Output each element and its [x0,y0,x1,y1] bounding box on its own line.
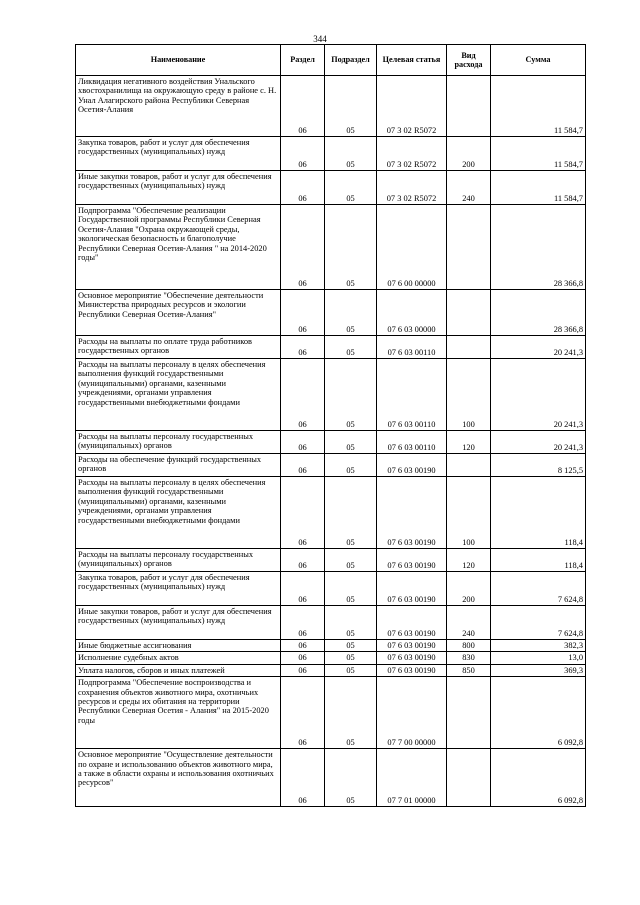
row-expense-type [447,749,491,807]
row-expense-type: 850 [447,664,491,676]
row-expense-type: 120 [447,549,491,572]
header-section: Раздел [281,45,325,76]
row-subsection: 05 [325,290,377,336]
row-name: Основное мероприятие "Обеспечение деятельности Министерства природных ресурсов и экологии Республики Северная Осетия-Алания" [76,290,281,336]
row-target: 07 6 03 00190 [377,640,447,652]
table-row [76,137,586,171]
header-target: Целевая статья [377,45,447,76]
row-target: 07 7 00 00000 [377,677,447,749]
row-expense-type: 830 [447,652,491,664]
row-name: Расходы на выплаты персоналу государственных (муниципальных) органов [76,549,281,572]
row-section: 06 [281,677,325,749]
row-amount: 118,4 [491,549,586,572]
row-section: 06 [281,664,325,676]
row-subsection: 05 [325,677,377,749]
row-target: 07 3 02 R5072 [377,137,447,171]
row-subsection: 05 [325,336,377,359]
row-target: 07 6 03 00190 [377,606,447,640]
table-row [76,359,586,431]
row-target: 07 6 03 00190 [377,549,447,572]
row-expense-type: 120 [447,431,491,454]
row-expense-type: 100 [447,359,491,431]
row-name: Закупка товаров, работ и услуг для обеспечения государственных (муниципальных) нужд [76,137,281,171]
header-amount: Сумма [491,45,586,76]
row-subsection: 05 [325,640,377,652]
row-section: 06 [281,290,325,336]
table-row [76,290,586,336]
table-row [76,171,586,205]
table-row [76,454,586,477]
row-amount: 7 624,8 [491,572,586,606]
row-target: 07 6 03 00190 [377,652,447,664]
row-amount: 8 125,5 [491,454,586,477]
row-subsection: 05 [325,549,377,572]
row-amount: 11 584,7 [491,137,586,171]
table-row [76,652,586,664]
budget-table [75,44,586,807]
row-name: Иные бюджетные ассигнования [76,640,281,652]
row-amount: 20 241,3 [491,359,586,431]
row-name: Расходы на выплаты по оплате труда работников государственных органов [76,336,281,359]
row-section: 06 [281,749,325,807]
row-amount: 6 092,8 [491,677,586,749]
row-section: 06 [281,205,325,290]
table-row [76,431,586,454]
row-name: Основное мероприятие "Осуществление деятельности по охране и использованию объектов животного мира, а также в области охраны и использования охотничьих ресурсов" [76,749,281,807]
row-section: 06 [281,477,325,549]
row-target: 07 6 03 00110 [377,359,447,431]
row-amount: 11 584,7 [491,171,586,205]
row-amount: 13,0 [491,652,586,664]
row-section: 06 [281,454,325,477]
row-subsection: 05 [325,572,377,606]
row-name: Ликвидация негативного воздействия Унальского хвостохранилища на окружающую среду в районе с. Н. Унал Алагирского района Республики Северная Осетия-Алания [76,76,281,137]
row-amount: 6 092,8 [491,749,586,807]
row-amount: 28 366,8 [491,290,586,336]
row-subsection: 05 [325,749,377,807]
row-target: 07 3 02 R5072 [377,171,447,205]
row-amount: 20 241,3 [491,336,586,359]
row-amount: 7 624,8 [491,606,586,640]
row-section: 06 [281,359,325,431]
row-subsection: 05 [325,76,377,137]
row-amount: 20 241,3 [491,431,586,454]
row-target: 07 6 03 00110 [377,431,447,454]
row-amount: 11 584,7 [491,76,586,137]
row-section: 06 [281,572,325,606]
row-subsection: 05 [325,652,377,664]
row-subsection: 05 [325,664,377,676]
row-target: 07 6 03 00190 [377,572,447,606]
row-target: 07 7 01 00000 [377,749,447,807]
row-expense-type [447,454,491,477]
row-name: Иные закупки товаров, работ и услуг для обеспечения государственных (муниципальных) нужд [76,171,281,205]
table-row [76,336,586,359]
row-target: 07 6 03 00190 [377,477,447,549]
row-subsection: 05 [325,171,377,205]
table-row [76,205,586,290]
row-amount: 382,3 [491,640,586,652]
row-name: Расходы на выплаты персоналу государственных (муниципальных) органов [76,431,281,454]
row-target: 07 6 03 00110 [377,336,447,359]
row-amount: 118,4 [491,477,586,549]
row-subsection: 05 [325,477,377,549]
row-name: Подпрограмма "Обеспечение воспроизводства и сохранения объектов животного мира, охотничьих ресурсов и среды их обитания на территории Республики Северная Осетия - Алания" на 2015-2020 годы [76,677,281,749]
header-expense-type: Вид расхода [447,45,491,76]
row-section: 06 [281,640,325,652]
row-target: 07 6 03 00190 [377,454,447,477]
row-amount: 369,3 [491,664,586,676]
row-subsection: 05 [325,606,377,640]
header-name: Наименование [76,45,281,76]
row-name: Расходы на обеспечение функций государственных органов [76,454,281,477]
row-section: 06 [281,606,325,640]
table-row [76,664,586,676]
row-name: Расходы на выплаты персоналу в целях обеспечения выполнения функций государственными (муниципальными) органами, казенными учреждениями, органами управления государственными внебюджетными фондами [76,477,281,549]
row-name: Подпрограмма "Обеспечение реализации Государственной программы Республики Северная Осетия-Алания "Охрана окружающей среды, экологическая безопасность и благополучие Республики Северная Осетия-Алания " на 2014-2020 годы" [76,205,281,290]
row-section: 06 [281,137,325,171]
row-expense-type: 240 [447,171,491,205]
row-name: Закупка товаров, работ и услуг для обеспечения государственных (муниципальных) нужд [76,572,281,606]
row-amount: 28 366,8 [491,205,586,290]
row-expense-type: 240 [447,606,491,640]
row-subsection: 05 [325,205,377,290]
row-subsection: 05 [325,454,377,477]
page-number: 344 [313,34,327,44]
row-expense-type: 800 [447,640,491,652]
row-target: 07 6 00 00000 [377,205,447,290]
row-name: Исполнение судебных актов [76,652,281,664]
table-row [76,749,586,807]
table-row [76,549,586,572]
row-expense-type: 100 [447,477,491,549]
table-header-row [76,45,586,76]
row-name: Иные закупки товаров, работ и услуг для обеспечения государственных (муниципальных) нужд [76,606,281,640]
row-subsection: 05 [325,359,377,431]
row-target: 07 6 03 00000 [377,290,447,336]
row-expense-type [447,76,491,137]
row-section: 06 [281,549,325,572]
row-expense-type: 200 [447,137,491,171]
row-subsection: 05 [325,431,377,454]
row-section: 06 [281,652,325,664]
table-row [76,640,586,652]
row-section: 06 [281,431,325,454]
table-row [76,477,586,549]
row-expense-type [447,677,491,749]
row-expense-type [447,290,491,336]
table-row [76,76,586,137]
row-section: 06 [281,336,325,359]
row-subsection: 05 [325,137,377,171]
row-expense-type [447,205,491,290]
row-section: 06 [281,171,325,205]
row-expense-type [447,336,491,359]
table-row [76,677,586,749]
row-name: Расходы на выплаты персоналу в целях обеспечения выполнения функций государственными (муниципальными) органами, казенными учреждениями, органами управления государственными внебюджетными фондами [76,359,281,431]
row-target: 07 6 03 00190 [377,664,447,676]
row-expense-type: 200 [447,572,491,606]
table-row [76,606,586,640]
header-subsection: Подраздел [325,45,377,76]
table-row [76,572,586,606]
row-name: Уплата налогов, сборов и иных платежей [76,664,281,676]
row-target: 07 3 02 R5072 [377,76,447,137]
row-section: 06 [281,76,325,137]
